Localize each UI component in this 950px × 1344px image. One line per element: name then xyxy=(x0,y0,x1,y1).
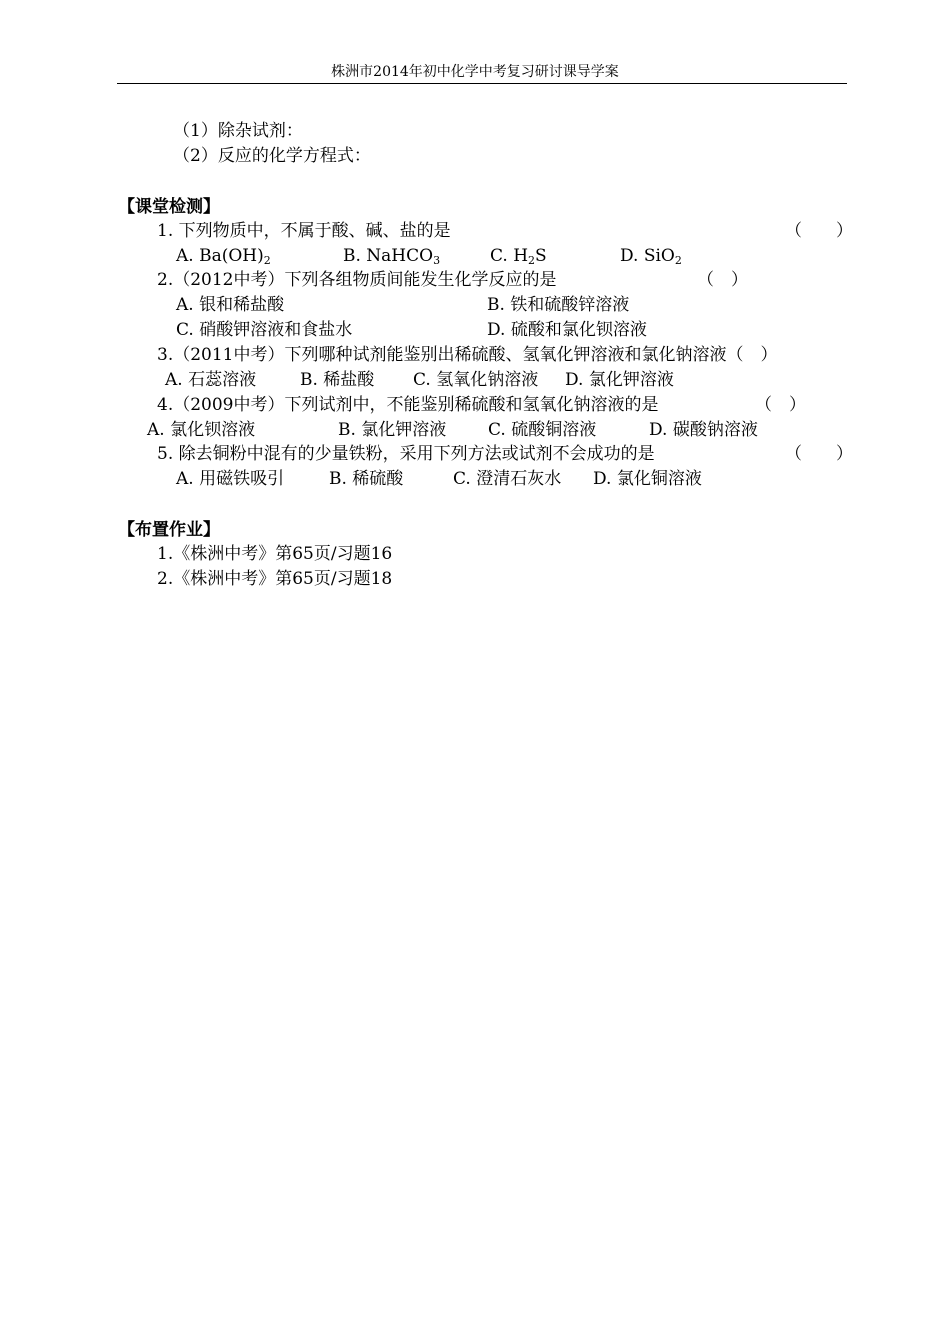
question-5-stem: 5. 除去铜粉中混有的少量铁粉，采用下列方法或试剂不会成功的是 xyxy=(157,444,655,464)
question-5-option-b: B. 稀硫酸 xyxy=(329,469,404,489)
question-3-option-c: C. 氢氧化钠溶液 xyxy=(413,370,539,390)
question-4-option-d: D. 碳酸钠溶液 xyxy=(649,420,758,440)
question-1-option-d: D. SiO$_2$ xyxy=(620,246,682,267)
section-title-homework: 【布置作业】 xyxy=(118,520,220,540)
homework-item-1: 1.《株洲中考》第65页/习题16 xyxy=(157,544,393,564)
question-5-option-c: C. 澄清石灰水 xyxy=(453,469,562,489)
question-3-stem: 3.（2011中考）下列哪种试剂能鉴别出稀硫酸、氢氧化钾溶液和氯化钠溶液（ ） xyxy=(157,345,778,365)
question-3-option-d: D. 氯化钾溶液 xyxy=(565,370,674,390)
question-4-bracket: （ ） xyxy=(755,395,806,415)
question-4-option-c: C. 硫酸铜溶液 xyxy=(488,420,597,440)
question-5-option-a: A. 用磁铁吸引 xyxy=(176,469,285,489)
question-1-option-c: C. $H_2S$ xyxy=(490,246,547,267)
question-5-bracket: （ ） xyxy=(785,444,853,464)
question-1-option-a: A. $Ba(OH)_2$ xyxy=(176,246,271,267)
question-1-bracket: （ ） xyxy=(785,221,853,241)
question-1-option-b: B. NaHCO$_3$ xyxy=(343,246,441,267)
header-rule xyxy=(117,83,847,84)
question-2-option-b: B. 铁和硫酸锌溶液 xyxy=(487,295,630,315)
question-3-option-b: B. 稀盐酸 xyxy=(300,370,375,390)
page-header: 株洲市2014年初中化学中考复习研讨课导学案 xyxy=(331,64,619,80)
question-2-bracket: （ ） xyxy=(697,270,748,290)
question-1-stem: 1. 下列物质中，不属于酸、碱、盐的是 xyxy=(157,221,451,241)
question-2-option-c: C. 硝酸钾溶液和食盐水 xyxy=(176,320,353,340)
question-2-option-a: A. 银和稀盐酸 xyxy=(176,295,285,315)
question-2-option-d: D. 硫酸和氯化钡溶液 xyxy=(487,320,647,340)
homework-item-2: 2.《株洲中考》第65页/习题18 xyxy=(157,569,393,589)
intro-line-equation: （2）反应的化学方程式： xyxy=(173,146,371,166)
question-4-option-a: A. 氯化钡溶液 xyxy=(147,420,256,440)
question-4-option-b: B. 氯化钾溶液 xyxy=(338,420,447,440)
question-2-stem: 2.（2012中考）下列各组物质间能发生化学反应的是 xyxy=(157,270,557,290)
question-4-stem: 4.（2009中考）下列试剂中，不能鉴别稀硫酸和氢氧化钠溶液的是 xyxy=(157,395,659,415)
intro-line-reagent: （1）除杂试剂： xyxy=(173,121,303,141)
question-3-option-a: A. 石蕊溶液 xyxy=(165,370,257,390)
section-title-classroom-test: 【课堂检测】 xyxy=(118,197,220,217)
question-5-option-d: D. 氯化铜溶液 xyxy=(593,469,702,489)
